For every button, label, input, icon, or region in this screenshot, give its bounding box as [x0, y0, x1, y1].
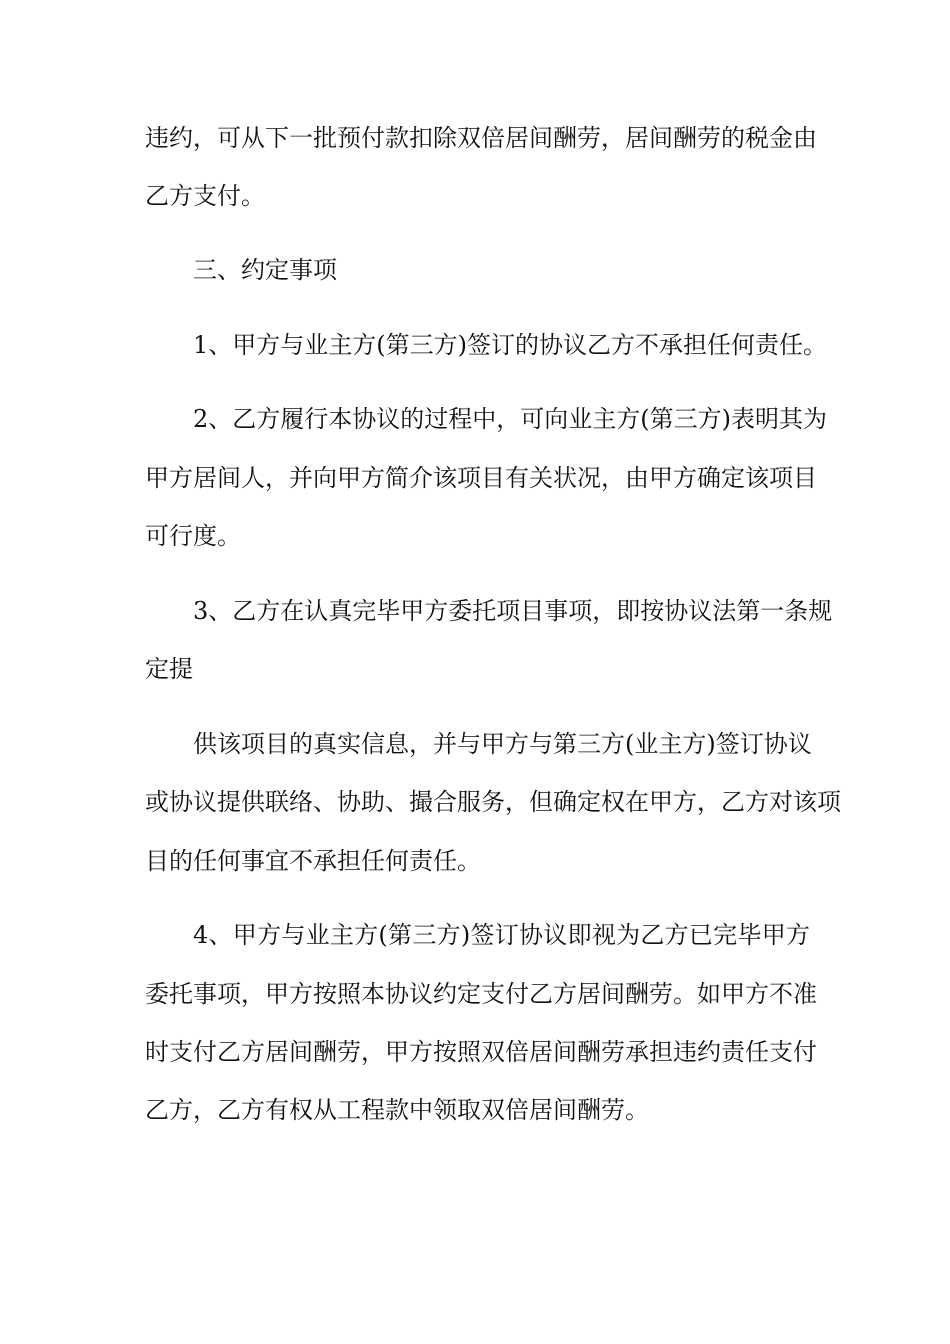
paragraph-line: 乙方支付。: [145, 182, 265, 210]
paragraph-line: 3、乙方在认真完毕甲方委托项目事项，即按协议法第一条规: [193, 597, 833, 625]
paragraph-line: 甲方居间人，并向甲方简介该项目有关状况，由甲方确定该项目: [145, 464, 817, 492]
paragraph-line: 违约，可从下一批预付款扣除双倍居间酬劳，居间酬劳的税金由: [145, 124, 817, 152]
paragraph-line: 目的任何事宜不承担任何责任。: [145, 847, 481, 875]
paragraph-line: 委托事项，甲方按照本协议约定支付乙方居间酬劳。如甲方不准: [145, 980, 817, 1008]
section-heading: 三、约定事项: [193, 256, 337, 284]
paragraph-line: 可行度。: [145, 522, 241, 550]
paragraph-line: 1、甲方与业主方(第三方)签订的协议乙方不承担任何责任。: [193, 331, 827, 359]
paragraph-line: 时支付乙方居间酬劳，甲方按照双倍居间酬劳承担违约责任支付: [145, 1038, 817, 1066]
paragraph-line: 4、甲方与业主方(第三方)签订协议即视为乙方已完毕甲方: [193, 921, 810, 949]
paragraph-line: 2、乙方履行本协议的过程中，可向业主方(第三方)表明其为: [193, 405, 827, 433]
paragraph-line: 或协议提供联络、协助、撮合服务，但确定权在甲方，乙方对该项: [145, 788, 841, 816]
paragraph-line: 供该项目的真实信息，并与甲方与第三方(业主方)签订协议: [193, 730, 812, 758]
paragraph-line: 定提: [145, 655, 193, 683]
paragraph-line: 乙方，乙方有权从工程款中领取双倍居间酬劳。: [145, 1096, 649, 1124]
